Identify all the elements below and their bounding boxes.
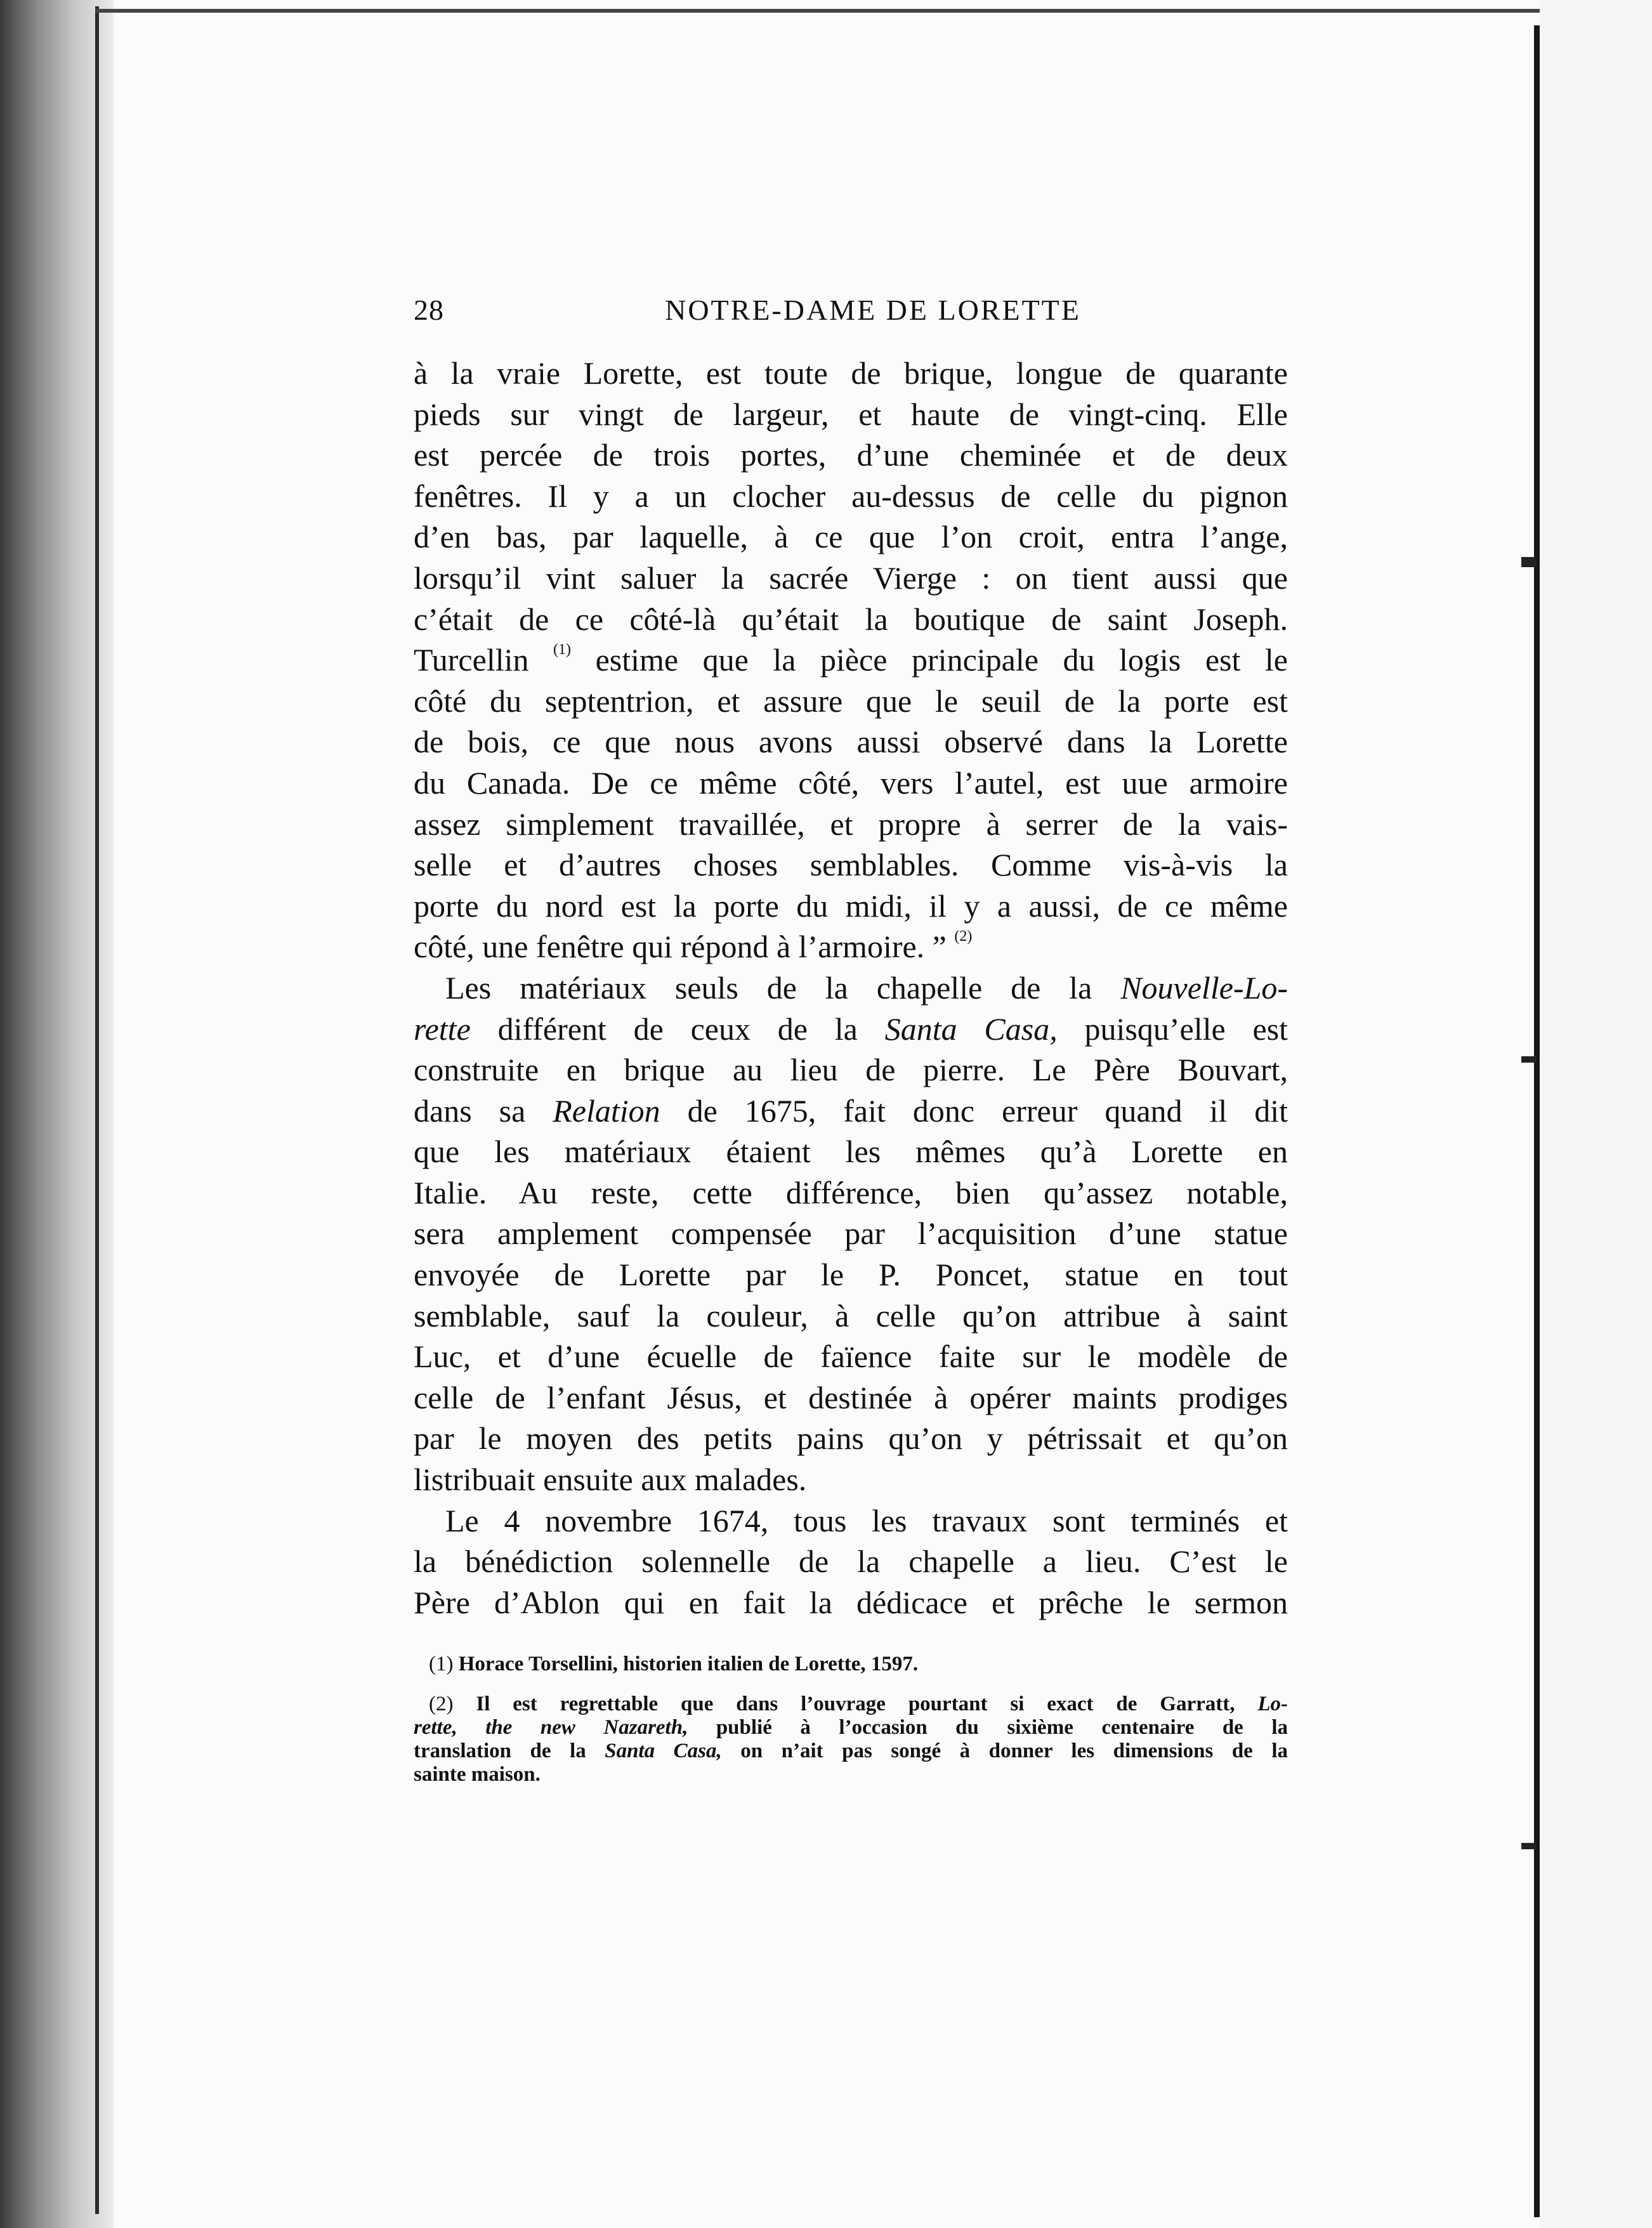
text-line: sera amplement compensée par l’acquisition d’une statue xyxy=(414,1216,1288,1252)
text-fragment: dans sa xyxy=(414,1092,526,1129)
author-name: Turcellin xyxy=(414,642,529,678)
text-line: par le moyen des petits pains qu’on y pétrissait et qu’on xyxy=(414,1420,1288,1457)
footnote-line xyxy=(414,1740,1288,1763)
page-number: 28 xyxy=(414,294,444,326)
footnote-ref: (2) xyxy=(954,928,973,945)
text-line: porte du nord est la porte du midi, il y a aussi, de ce même xyxy=(414,888,1288,924)
text-line: que les matériaux étaient les mêmes qu’à Lorette en xyxy=(414,1134,1288,1170)
italic-term: rette, the new Nazareth, xyxy=(414,1716,688,1739)
text-line: fenêtres. Il y a un clocher au-dessus de celle du pignon xyxy=(414,478,1288,514)
text-fragment: estime que la pièce principale du logis est le xyxy=(595,642,1288,678)
text-line xyxy=(414,639,1288,681)
text-line xyxy=(414,967,1288,1009)
footnote-text: Il est regrettable que dans l’ouvrage pourtant si exact de Garratt, xyxy=(476,1693,1235,1715)
footnote-text: translation de la xyxy=(414,1740,586,1762)
footnote-2 xyxy=(414,1693,1288,1786)
scan-left-rule xyxy=(95,6,99,2214)
footnote-mark: (1) xyxy=(429,1653,454,1675)
text-line: du Canada. De ce même côté, vers l’autel, est uue armoire xyxy=(414,764,1288,801)
text-fragment: Les matériaux seuls de la chapelle de la xyxy=(445,969,1092,1006)
scan-edge-mark xyxy=(1521,557,1537,567)
footnote-ref: (1) xyxy=(553,641,572,659)
italic-term: Santa Casa, xyxy=(605,1740,722,1762)
text-line: d’en bas, par laquelle, à ce que l’on croit, entra l’ange, xyxy=(414,519,1288,555)
text-line: pieds sur vingt de largeur, et haute de vingt-cinq. Elle xyxy=(414,396,1288,432)
text-line: à la vraie Lorette, est toute de brique, longue de quarante xyxy=(414,355,1288,391)
footnote-mark: (2) xyxy=(429,1693,454,1715)
italic-term: Santa Casa, xyxy=(884,1011,1058,1047)
text-line xyxy=(414,926,1288,967)
scan-top-rule xyxy=(95,9,1542,13)
text-fragment: côté, une fenêtre qui répond à l’armoire. ” xyxy=(414,929,947,965)
footnote-line xyxy=(414,1716,1288,1740)
scan-edge-mark xyxy=(1521,1843,1537,1849)
text-line: Italie. Au reste, cette différence, bien qu’assez notable, xyxy=(414,1174,1288,1210)
footnote-line xyxy=(414,1693,1288,1716)
text-line: envoyée de Lorette par le P. Poncet, statue en tout xyxy=(414,1257,1288,1293)
scan-right-strip xyxy=(1540,0,1652,2228)
text-fragment: puisqu’elle est xyxy=(1057,1011,1288,1047)
footnotes xyxy=(414,1653,1288,1786)
italic-term: Nouvelle-Lo- xyxy=(1120,969,1288,1006)
text-line: lorsqu’il vint saluer la sacrée Vierge : on tient aussi que xyxy=(414,560,1288,596)
text-line: est percée de trois portes, d’une cheminée et de deux xyxy=(414,437,1288,473)
footnote-text: publié à l’occasion du sixième centenaire de la xyxy=(716,1716,1288,1739)
text-line: semblable, sauf la couleur, à celle qu’on attribue à saint xyxy=(414,1297,1288,1334)
text-line xyxy=(414,1009,1288,1050)
footnote-line: sainte maison. xyxy=(414,1763,541,1786)
scan-right-rule xyxy=(1534,25,1540,2217)
text-line: Père d’Ablon qui en fait la dédicace et prêche le sermon xyxy=(414,1584,1288,1620)
text-line: la bénédiction solennelle de la chapelle a lieu. C’est le xyxy=(414,1543,1288,1580)
italic-term: Relation xyxy=(553,1092,660,1129)
text-line: celle de l’enfant Jésus, et destinée à opérer maints prodiges xyxy=(414,1379,1288,1415)
text-line: côté du septentrion, et assure que le seuil de la porte est xyxy=(414,683,1288,719)
body-text xyxy=(414,353,1288,1623)
text-line: Luc, et d’une écuelle de faïence faite sur le modèle de xyxy=(414,1339,1288,1375)
text-line: construite en brique au lieu de pierre. Le Père Bouvart, xyxy=(414,1052,1288,1088)
italic-term: Lo- xyxy=(1257,1693,1288,1715)
footnote-1 xyxy=(414,1653,1288,1676)
text-line: listribuait ensuite aux malades. xyxy=(414,1462,807,1498)
page-header xyxy=(414,293,1288,331)
text-line: Le 4 novembre 1674, tous les travaux sont terminés et xyxy=(445,1502,1288,1538)
text-line: assez simplement travaillée, et propre à serrer de la vais- xyxy=(414,806,1288,842)
text-line: selle et d’autres choses semblables. Comme vis-à-vis la xyxy=(414,847,1288,883)
text-fragment: de 1675, fait donc erreur quand il dit xyxy=(687,1092,1288,1129)
running-title: NOTRE-DAME DE LORETTE xyxy=(665,294,1081,326)
text-fragment: différent de ceux de la xyxy=(497,1011,858,1047)
footnote-text: Horace Torsellini, historien italien de Lorette, 1597. xyxy=(458,1653,919,1675)
text-line xyxy=(414,1091,1288,1132)
footnote-text: on n’ait pas songé à donner les dimensions de la xyxy=(740,1740,1288,1762)
text-line: de bois, ce que nous avons aussi observé dans la Lorette xyxy=(414,724,1288,760)
text-line: c’était de ce côté-là qu’était la boutique de saint Joseph. xyxy=(414,601,1288,637)
scan-edge-mark xyxy=(1521,1056,1537,1063)
italic-term: rette xyxy=(414,1011,471,1047)
